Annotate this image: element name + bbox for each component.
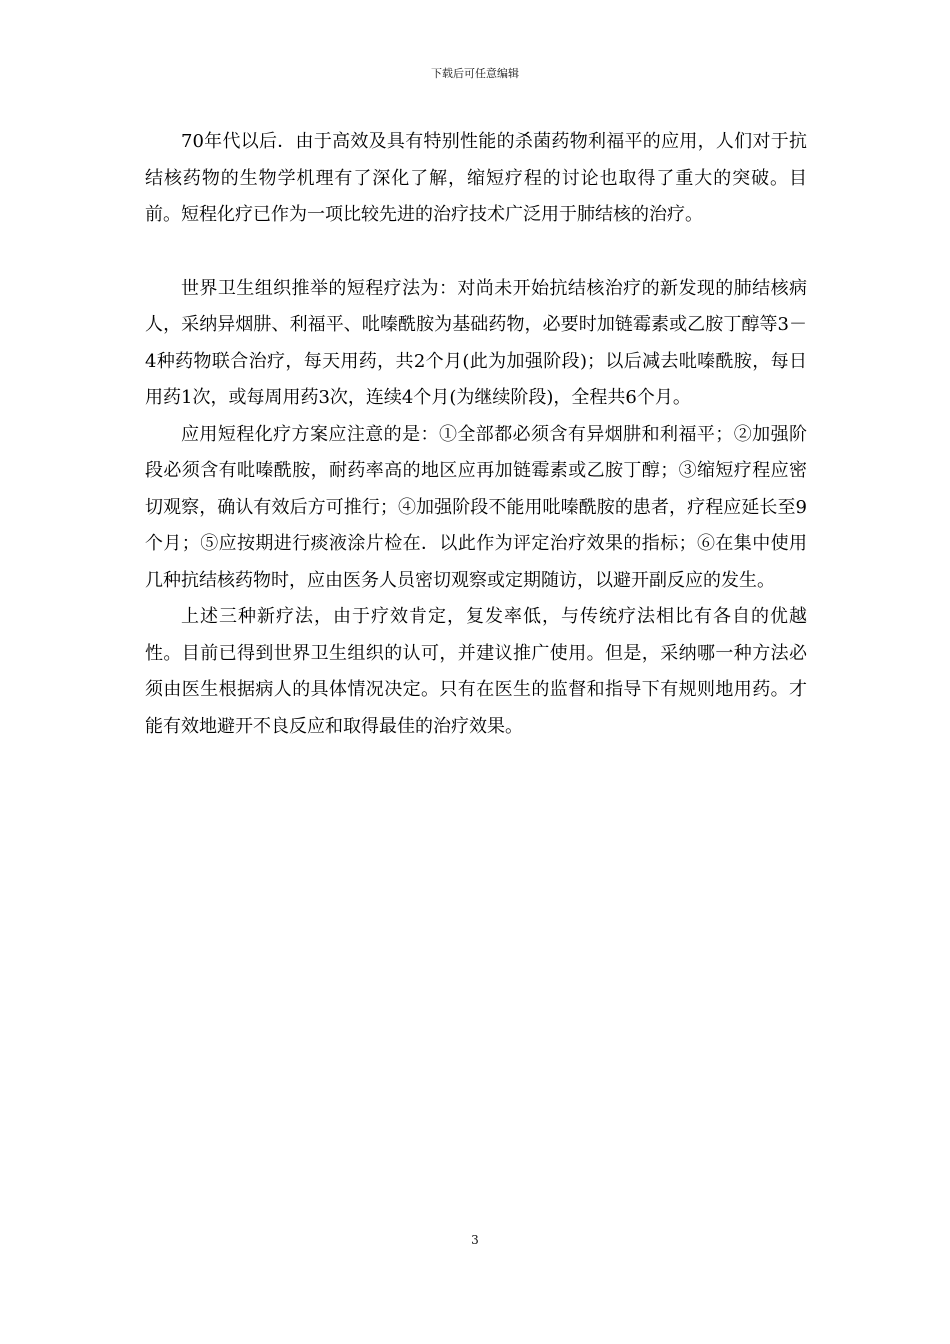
page-header: 下载后可任意编辑 (431, 67, 519, 80)
paragraph-conclusion: 上述三种新疗法，由于疗效肯定，复发率低，与传统疗法相比有各自的优越性。目前已得到世界卫生组织的认可，并建议推广使用。但是，采纳哪一种方法必须由医生根据病人的具体情况决定。只有在医生的监督和指导下有规则地用药。才能有效地避开不良反应和取得最佳的治疗效果。 (145, 606, 807, 737)
paragraph-short-course-history: 70年代以后．由于高效及具有特别性能的杀菌药物利福平的应用，人们对于抗结核药物的生物学机理有了深化了解，缩短疗程的讨论也取得了重大的突破。目前。短程化疗已作为一项比较先进的治疗技术广泛用于肺结核的治疗。 (145, 131, 807, 225)
paragraph-who-regimen: 世界卫生组织推举的短程疗法为：对尚未开始抗结核治疗的新发现的肺结核病人，采纳异烟肼、利福平、吡嗪酰胺为基础药物，必要时加链霉素或乙胺丁醇等3－4种药物联合治疗，每天用药，共2个月(此为加强阶段)；以后减去吡嗪酰胺，每日用药1次，或每周用药3次，连续4个月(为继续阶段)，全程共6个月。 (145, 277, 807, 408)
paragraph-precautions: 应用短程化疗方案应注意的是：①全部都必须含有异烟肼和利福平；②加强阶段必须含有吡嗪酰胺，耐药率高的地区应再加链霉素或乙胺丁醇；③缩短疗程应密切观察，确认有效后方可推行；④加强阶段不能用吡嗪酰胺的患者，疗程应延长至9个月；⑤应按期进行痰液涂片检在．以此作为评定治疗效果的指标；⑥在集中使用几种抗结核药物时，应由医务人员密切观察或定期随访，以避开副反应的发生。 (145, 423, 807, 591)
document-body (145, 124, 807, 745)
page-number: 3 (471, 1233, 479, 1247)
